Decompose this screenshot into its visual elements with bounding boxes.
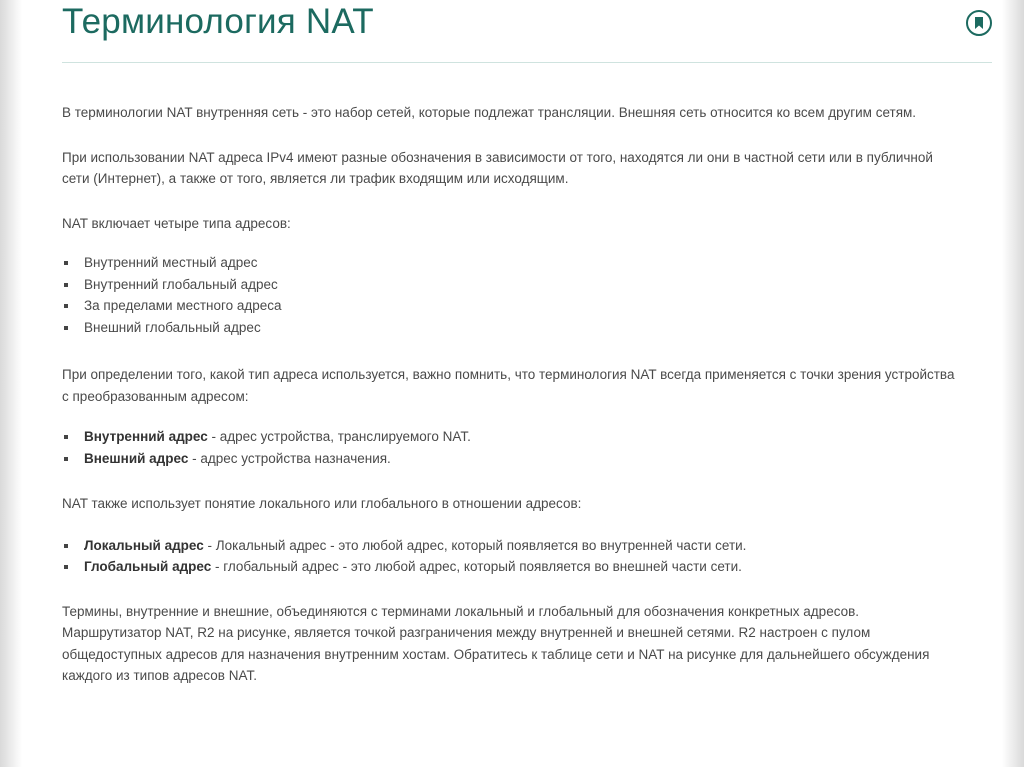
list-item	[62, 448, 962, 470]
paragraph-perspective: При определении того, какой тип адреса используется, важно помнить, что терминология NAT всегда применяется с точки зрения устройства с преобразованным адресом:	[62, 367, 955, 404]
term-local-desc: - Локальный адрес - это любой адрес, который появляется во внутренней части сети.	[203, 537, 747, 553]
term-global: Глобальный адрес	[84, 559, 212, 574]
bookmark-button[interactable]	[966, 10, 992, 36]
list-item	[62, 556, 962, 578]
inside-outside-list	[62, 426, 962, 469]
local-global-list	[62, 535, 962, 578]
list-item: Внутренний местный адрес	[62, 252, 962, 274]
list-item: Внутренний глобальный адрес	[62, 274, 962, 296]
article-content	[62, 102, 962, 687]
paragraph-ipv4: При использовании NAT адреса IPv4 имеют разные обозначения в зависимости от того, находятся ли они в частной сети или в публичной сети (Интернет), а также от того, является ли трафик входящим или исходящим.	[62, 149, 933, 186]
list-item: Внешний глобальный адрес	[62, 317, 962, 339]
term-local: Локальный адрес	[84, 537, 204, 553]
list-item	[62, 426, 962, 448]
paragraph-local-global-intro: NAT также использует понятие локального или глобального в отношении адресов:	[62, 496, 582, 511]
bookmark-icon	[974, 17, 984, 29]
term-outside-desc: - адрес устройства назначения.	[188, 450, 391, 466]
page-title: Терминология NAT	[62, 2, 374, 41]
list-item: За пределами местного адреса	[62, 295, 962, 317]
list-item	[62, 535, 962, 557]
term-global-desc: - глобальный адрес - это любой адрес, который появляется во внешней части сети.	[211, 559, 742, 574]
term-inside-desc: - адрес устройства, транслируемого NAT.	[207, 429, 471, 444]
term-outside: Внешний адрес	[84, 450, 189, 466]
address-types-list	[62, 252, 962, 338]
paragraph-summary: Термины, внутренние и внешние, объединяются с терминами локальный и глобальный для обозначения конкретных адресов. Маршрутизатор NAT, R2 на рисунке, является точкой разграничения между внутренней и внешней сетями. R2 настроен с пулом общедоступных адресов для назначения внутренним хостам. Обратитесь к таблице сети и NAT на рисунке для дальнейшего обсуждения каждого из типов адресов NAT.	[62, 603, 930, 683]
term-inside: Внутренний адрес	[84, 429, 208, 444]
page-header	[62, 0, 992, 63]
paragraph-types-intro: NAT включает четыре типа адресов:	[62, 215, 291, 231]
paragraph-intro: В терминологии NAT внутренняя сеть - это набор сетей, которые подлежат трансляции. Внешняя сеть относится ко всем другим сетям.	[62, 105, 917, 120]
left-edge-shadow	[0, 0, 22, 767]
right-edge-shadow	[1002, 0, 1024, 767]
